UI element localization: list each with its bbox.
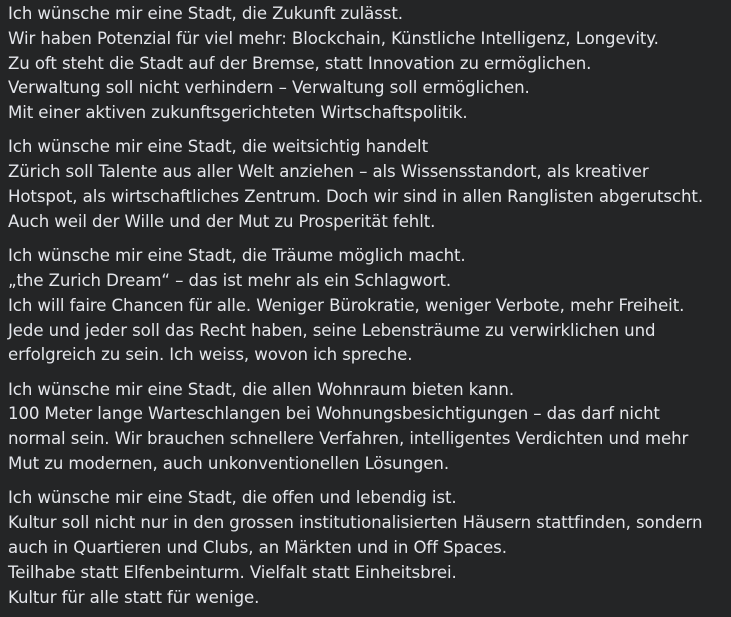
paragraph-housing (8, 378, 723, 477)
text-line: Ich wünsche mir eine Stadt, die Zukunft zulässt. (8, 4, 403, 23)
paragraph-culture (8, 486, 723, 610)
text-line: auch in Quartieren und Clubs, an Märkten und in Off Spaces. (8, 537, 507, 557)
text-line: 100 Meter lange Warteschlangen bei Wohnungsbesichtigungen – das darf nicht (8, 404, 660, 424)
text-line: Teilhabe statt Elfenbeinturm. Vielfalt statt Einheitsbrei. (8, 562, 457, 582)
text-line: Mut zu modernen, auch unkonventionellen Lösungen. (8, 454, 450, 474)
text-line: Ich will faire Chancen für alle. Weniger Bürokratie, weniger Verbote, mehr Freiheit. (8, 295, 685, 315)
text-line: Kultur soll nicht nur in den grossen institutionalisierten Häusern stattfinden, sondern (8, 513, 703, 533)
text-line: Hotspot, als wirtschaftliches Zentrum. Doch wir sind in allen Ranglisten abgerutscht. (8, 187, 703, 207)
paragraph-dreams (8, 244, 723, 368)
text-line: Kultur für alle statt für wenige. (8, 587, 260, 607)
paragraph-foresight (8, 135, 723, 234)
text-line: Ich wünsche mir eine Stadt, die weitsichtig handelt (8, 137, 428, 157)
text-line: erfolgreich zu sein. Ich weiss, wovon ich spreche. (8, 345, 413, 365)
text-line: Ich wünsche mir eine Stadt, die allen Wohnraum bieten kann. (8, 379, 515, 399)
text-line: Zu oft steht die Stadt auf der Bremse, statt Innovation zu ermöglichen. (8, 53, 592, 73)
text-line: Zürich soll Talente aus aller Welt anziehen – als Wissensstandort, als kreativer (8, 162, 649, 182)
text-line: „the Zurich Dream“ – das ist mehr als ein Schlagwort. (8, 270, 452, 290)
text-line: Wir haben Potenzial für viel mehr: Blockchain, Künstliche Intelligenz, Longevity. (8, 28, 659, 48)
text-line: Auch weil der Wille und der Mut zu Prosperität fehlt. (8, 211, 436, 231)
text-line: Mit einer aktiven zukunftsgerichteten Wirtschaftspolitik. (8, 103, 468, 123)
text-line: Verwaltung soll nicht verhindern – Verwaltung soll ermöglichen. (8, 78, 530, 98)
text-line: normal sein. Wir brauchen schnellere Verfahren, intelligentes Verdichten und mehr (8, 429, 689, 449)
text-line: Ich wünsche mir eine Stadt, die offen und lebendig ist. (8, 488, 457, 508)
paragraph-future (8, 2, 723, 126)
text-line: Jede und jeder soll das Recht haben, seine Lebensträume zu verwirklichen und (8, 320, 656, 340)
text-line: Ich wünsche mir eine Stadt, die Träume möglich macht. (8, 246, 466, 266)
